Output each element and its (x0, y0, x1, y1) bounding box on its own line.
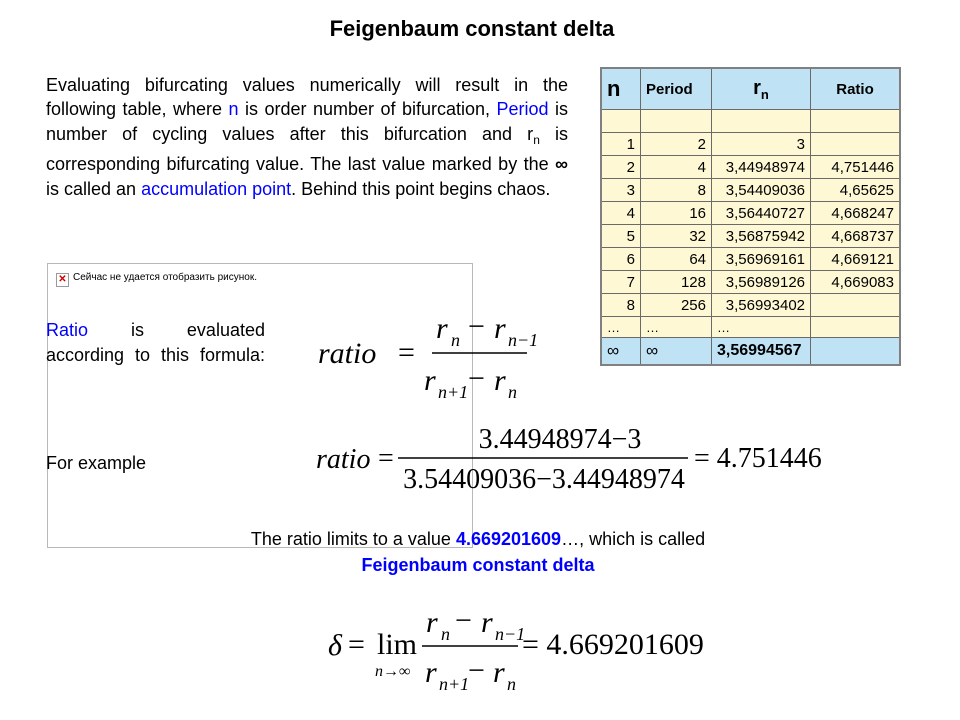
cell-period: 2 (641, 133, 712, 156)
svg-text:n: n (441, 624, 450, 644)
cell-n: 7 (601, 271, 641, 294)
cell-ratio (811, 110, 901, 133)
header-ratio: Ratio (811, 68, 901, 110)
cell-ratio: 4,668737 (811, 225, 901, 248)
cell-period: 64 (641, 248, 712, 271)
cell-rn: 3,56993402 (712, 294, 811, 317)
svg-text:= 4.751446: = 4.751446 (694, 443, 822, 474)
result-text: The ratio limits to a value 4.669201609…, which is called Feigenbaum constant delta (250, 529, 706, 575)
svg-text:r: r (425, 656, 437, 689)
svg-text:−: − (468, 654, 485, 687)
cell-rn: 3 (712, 133, 811, 156)
ratio-formula (318, 300, 539, 404)
svg-text:n−1: n−1 (495, 624, 526, 644)
svg-text:3.54409036−3.44948974: 3.54409036−3.44948974 (403, 464, 685, 495)
cell-n: 1 (601, 133, 641, 156)
header-period: Period (641, 68, 712, 110)
svg-text:ratio: ratio (316, 444, 371, 475)
svg-text:n−1: n−1 (508, 330, 539, 350)
infinity-symbol: ∞ (555, 154, 568, 175)
cell-period: ∞ (641, 338, 712, 366)
cell-ratio: 4,668247 (811, 202, 901, 225)
cell-n: 4 (601, 202, 641, 225)
svg-text:r: r (481, 606, 493, 639)
svg-text:−: − (455, 604, 472, 637)
svg-text:lim: lim (377, 628, 418, 661)
cell-period: 128 (641, 271, 712, 294)
svg-text:r: r (424, 364, 436, 397)
cell-period: 16 (641, 202, 712, 225)
svg-text:n+1: n+1 (438, 382, 469, 402)
cell-n (601, 110, 641, 133)
svg-text:r: r (426, 606, 438, 639)
cell-ratio (811, 294, 901, 317)
cell-rn: 3,56989126 (712, 271, 811, 294)
cell-period: 8 (641, 179, 712, 202)
bifurcation-table (600, 67, 901, 366)
table-row (601, 110, 900, 133)
cell-period: … (641, 317, 712, 338)
cell-rn: 3,56994567 (712, 338, 811, 366)
cell-period (641, 110, 712, 133)
table-row-infinity (601, 338, 900, 366)
cell-ratio (811, 317, 901, 338)
cell-n: 6 (601, 248, 641, 271)
limit-value: 4.669201609 (455, 529, 562, 549)
example-label: For example (46, 453, 147, 473)
cell-rn: 3,56875942 (712, 225, 811, 248)
table-row (601, 202, 900, 225)
table-header-row (601, 68, 900, 110)
intro-paragraph: Evaluating bifurcating values numerically will result in the following table, where n is order number of bifurcation, Period is number of cycling values after this bifurcation and $r_n$ is corresponding bifurcating value. The last value marked by the ∞ is called an accumulation point. Behind this point begins chaos. (46, 75, 569, 199)
cell-rn: 3,56969161 (712, 248, 811, 271)
table-row (601, 156, 900, 179)
delta-formula (322, 604, 732, 694)
period-term: Period (496, 99, 549, 120)
cell-n: ∞ (601, 338, 641, 366)
page-title: Feigenbaum constant delta (329, 16, 615, 41)
cell-n: 3 (601, 179, 641, 202)
cell-period: 4 (641, 156, 712, 179)
cell-n: 8 (601, 294, 641, 317)
cell-ratio: 4,669121 (811, 248, 901, 271)
svg-text:−: − (468, 310, 485, 343)
table-row-ellipsis (601, 317, 900, 338)
header-rn: $r_n$ (712, 68, 811, 110)
feigenbaum-constant-name: Feigenbaum constant delta (361, 555, 595, 575)
svg-text:ratio: ratio (318, 337, 377, 370)
cell-period: 32 (641, 225, 712, 248)
table-row (601, 225, 900, 248)
table-row (601, 294, 900, 317)
svg-text:r: r (493, 656, 505, 689)
cell-period: 256 (641, 294, 712, 317)
ratio-term: Ratio (46, 320, 89, 340)
table-row (601, 248, 900, 271)
svg-text:n: n (451, 330, 460, 350)
svg-text:n→∞: n→∞ (375, 663, 411, 680)
cell-ratio: 4,669083 (811, 271, 901, 294)
cell-rn (712, 110, 811, 133)
cell-ratio: 4,65625 (811, 179, 901, 202)
svg-text:=: = (348, 628, 365, 661)
cell-rn: … (712, 317, 811, 338)
svg-text:n+1: n+1 (439, 674, 470, 694)
n-term: n (228, 99, 239, 120)
accumulation-point-term: accumulation point (141, 178, 292, 199)
svg-text:n: n (507, 674, 516, 694)
svg-text:r: r (494, 364, 506, 397)
cell-rn: 3,56440727 (712, 202, 811, 225)
cell-ratio (811, 133, 901, 156)
svg-text:−: − (468, 362, 485, 395)
example-formula (316, 420, 836, 496)
broken-image-text: Сейчас не удается отобразить рисунок. (73, 272, 257, 283)
svg-text:=: = (398, 336, 415, 369)
broken-image-icon: ✕ (56, 273, 69, 287)
svg-text:n: n (508, 382, 517, 402)
svg-text:3.44948974−3: 3.44948974−3 (478, 424, 642, 455)
svg-text:r: r (436, 312, 448, 345)
svg-text:r: r (494, 312, 506, 345)
ratio-description: Ratio is evaluated according to this formula: (46, 320, 265, 365)
table-row (601, 133, 900, 156)
cell-n: 2 (601, 156, 641, 179)
cell-rn: 3,54409036 (712, 179, 811, 202)
svg-text:= 4.669201609: = 4.669201609 (522, 628, 704, 661)
cell-n: … (601, 317, 641, 338)
cell-ratio: 4,751446 (811, 156, 901, 179)
svg-text:=: = (378, 443, 394, 474)
table-row (601, 271, 900, 294)
cell-rn: 3,44948974 (712, 156, 811, 179)
svg-text:δ: δ (328, 629, 342, 662)
cell-ratio (811, 338, 901, 366)
header-n: n (601, 68, 641, 110)
table-row (601, 179, 900, 202)
cell-n: 5 (601, 225, 641, 248)
